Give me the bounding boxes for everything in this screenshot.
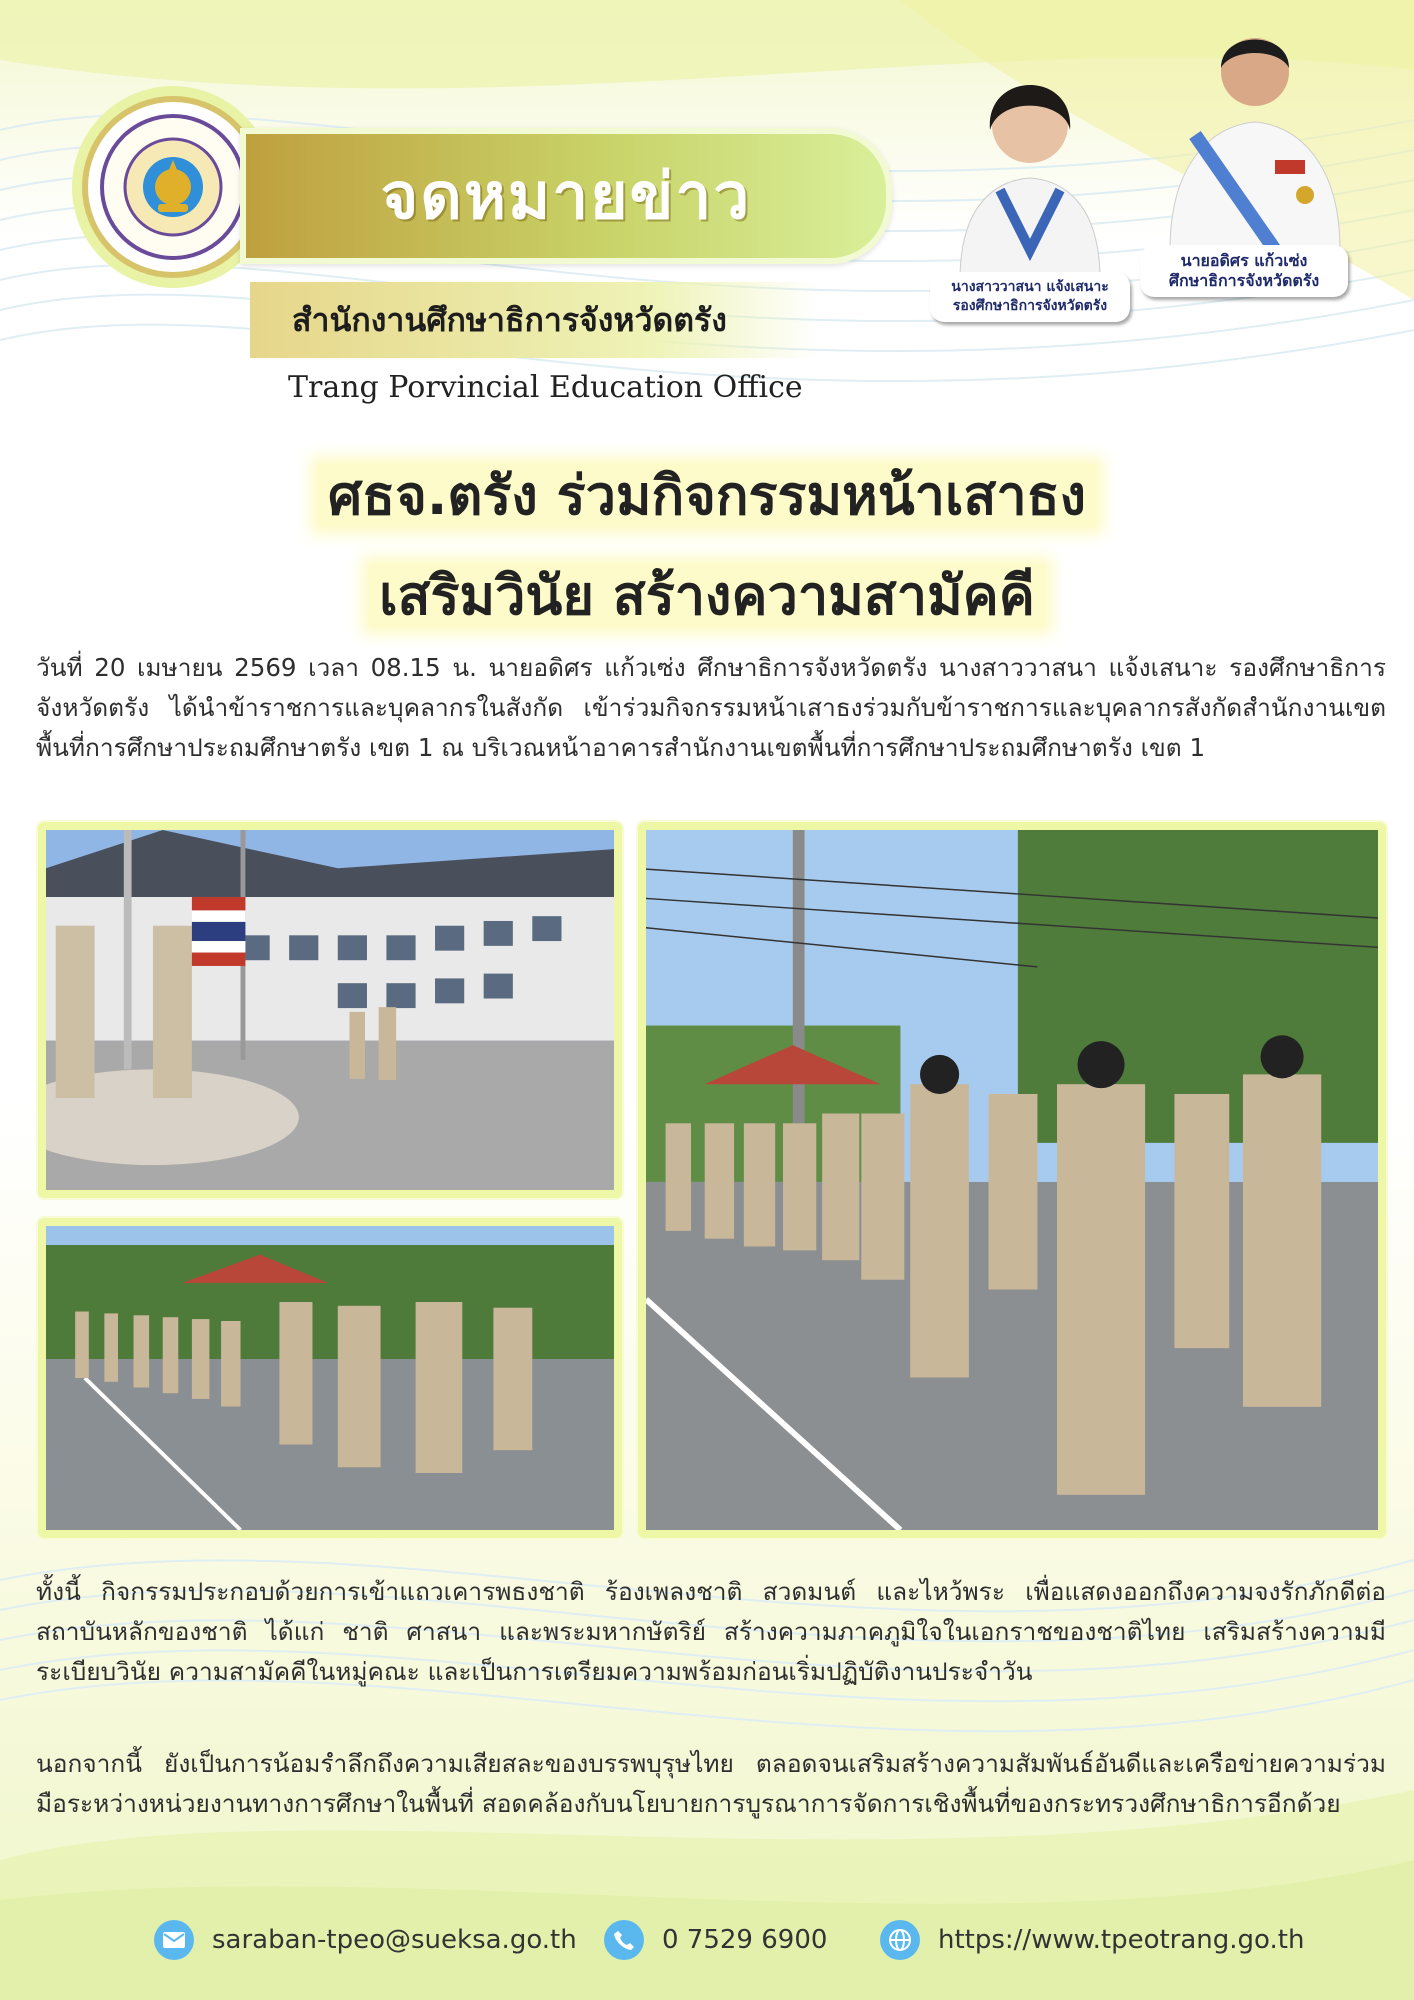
activity-paragraph: ทั้งนี้ กิจกรรมประกอบด้วยการเข้าแถวเคารพธงชาติ ร้องเพลงชาติ สวดมนต์ และไหว้พระ เพื่อแสดงออกถึงความจงรักภักดีต่อสถาบันหลักของชาติ ได้แก่ ชาติ ศาสนา และพระมหากษัตริย์ สร้างความภาคภูมิใจในเอกราชของชาติไทย เสริมสร้างความมีระเบียบวินัย ความสามัคคีในหมู่คณะ และเป็นการเตรียมความพร้อมก่อนเริ่มปฏิบัติงานประจำวัน	[36, 1577, 1386, 1686]
footer-contacts	[0, 1920, 1414, 1970]
phone-icon	[604, 1920, 644, 1960]
footer-website[interactable]	[880, 1920, 1304, 1960]
globe-icon	[880, 1920, 920, 1960]
closing-paragraph: นอกจากนี้ ยังเป็นการน้อมรำลึกถึงความเสียสละของบรรพบุรุษไทย ตลอดจนเสริมสร้างความสัมพันธ์อันดีและเครือข่ายความร่วมมือระหว่างหน่วยงานทางการศึกษาในพื้นที่ สอดคล้องกับนโยบายการบูรณาการจัดการเชิงพื้นที่ของกระทรวงศึกษาธิการอีกด้วย	[36, 1749, 1386, 1818]
newsletter-banner	[240, 128, 892, 264]
photo-staff-lineup-small	[38, 1218, 622, 1538]
official-position-director: ศึกษาธิการจังหวัดตรัง	[1168, 271, 1320, 290]
office-name-banner	[250, 282, 820, 358]
newsletter-title: จดหมายข่าว	[380, 160, 752, 234]
intro-paragraph: วันที่ 20 เมษายน 2569 เวลา 08.15 น. นายอดิศร แก้วเซ่ง ศึกษาธิการจังหวัดตรัง นางสาววาสนา แจ้งเสนาะ รองศึกษาธิการจังหวัดตรัง ได้นำข้าราชการและบุคลากรในสังกัด เข้าร่วมกิจกรรมหน้าเสาธงร่วมกับข้าราชการและบุคลากรสังกัดสำนักงานเขตพื้นที่การศึกษาประถมศึกษาตรัง เขต 1 ณ บริเวณหน้าอาคารสำนักงานเขตพื้นที่การศึกษาประถมศึกษาตรัง เขต 1	[36, 653, 1386, 762]
footer-website-text[interactable]: https://www.tpeotrang.go.th	[938, 1925, 1305, 1955]
official-deputy	[930, 50, 1130, 330]
photo-staff-lineup-large	[638, 822, 1386, 1538]
footer-email[interactable]	[154, 1920, 577, 1960]
headline-line2: เสริมวินัย สร้างความสามัคคี	[0, 552, 1414, 638]
photo-flag-ceremony	[38, 822, 622, 1198]
official-photo-deputy	[940, 50, 1120, 280]
official-name-deputy: นางสาววาสนา แจ้งเสนาะ	[951, 279, 1109, 295]
mail-icon	[154, 1920, 194, 1960]
official-position-deputy: รองศึกษาธิการจังหวัดตรัง	[952, 298, 1108, 314]
headline-line1: ศธจ.ตรัง ร่วมกิจกรรมหน้าเสาธง	[0, 452, 1414, 538]
seal-icon	[100, 114, 246, 260]
official-director	[1140, 10, 1390, 310]
official-photo-director	[1155, 10, 1355, 250]
official-name-director: นายอดิศร แก้วเซ่ง	[1180, 251, 1308, 270]
office-name-th: สำนักงานศึกษาธิการจังหวัดตรัง	[292, 300, 727, 339]
footer-phone[interactable]	[604, 1920, 827, 1960]
office-logo	[82, 96, 264, 278]
footer-phone-text[interactable]: 0 7529 6900	[662, 1925, 828, 1955]
office-name-en: Trang Porvincial Education Office	[288, 370, 803, 405]
footer-email-text[interactable]: saraban-tpeo@sueksa.go.th	[212, 1925, 577, 1955]
